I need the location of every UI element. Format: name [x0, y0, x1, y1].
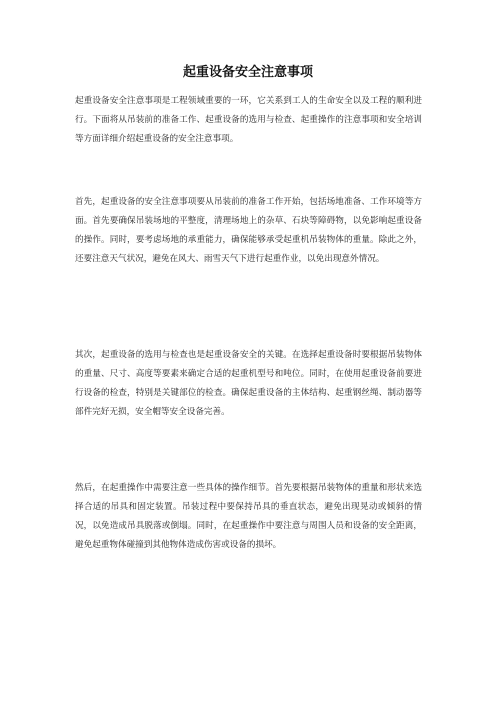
paragraph-preparation: 首先，起重设备的安全注意事项要从吊装前的准备工作开始，包括场地准备、工作环境等方面。首先要确保吊装场地的平整度，清理场地上的杂草、石块等障碍物，以免影响起重设备的操作。同时，要考虑场地的承重能力，确保能够承受起重机吊装物体的重量。除此之外，还要注意天气状况，避免在风大、雨雪天气下进行起重作业，以免出现意外情况。	[75, 197, 422, 264]
paragraph-operation: 然后，在起重操作中需要注意一些具体的操作细节。首先要根据吊装物体的重量和形状来选择合适的吊具和固定装置。吊装过程中要保持吊具的垂直状态，避免出现晃动或倾斜的情况，以免造成吊具脱落或倒塌。同时，在起重操作中要注意与周围人员和设备的安全距离，避免起重物体碰撞到其他物体造成伤害或设备的损坏。	[75, 483, 422, 550]
document-title: 起重设备安全注意事项	[182, 65, 313, 80]
paragraph-intro: 起重设备安全注意事项是工程领域重要的一环，它关系到工人的生命安全以及工程的顺利进行。下面将从吊装前的准备工作、起重设备的选用与检查、起重操作的注意事项和安全培训等方面详细介绍起重设备的安全注意事项。	[75, 96, 422, 144]
paragraph-equipment-selection: 其次，起重设备的选用与检查也是起重设备安全的关键。在选择起重设备时要根据吊装物体的重量、尺寸、高度等要素来确定合适的起重机型号和吨位。同时，在使用起重设备前要进行设备的检查，特别是关键部位的检查。确保起重设备的主体结构、起重钢丝绳、制动器等部件完好无损，安全帽等安全设备完善。	[75, 350, 422, 417]
